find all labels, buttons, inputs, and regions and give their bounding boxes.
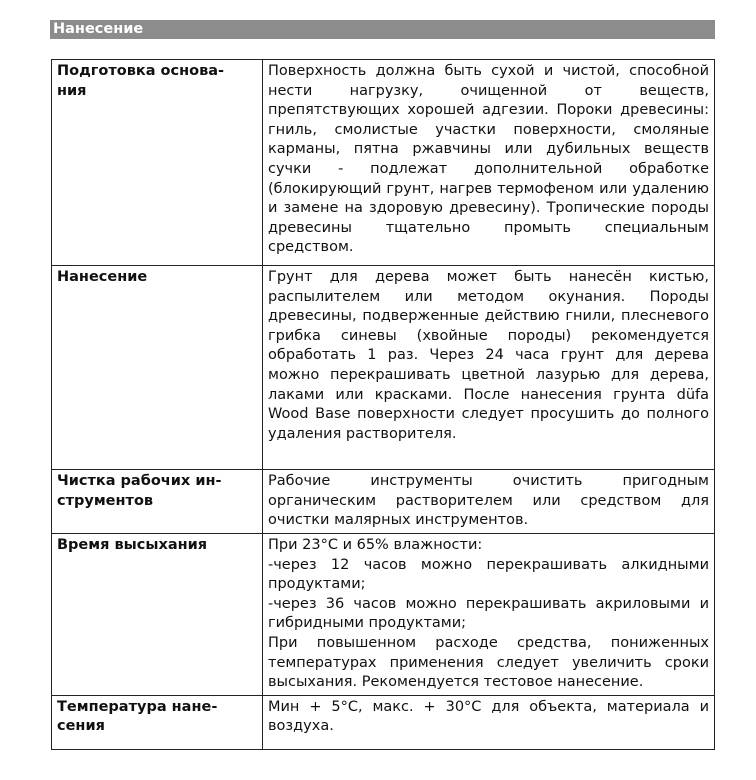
table-row-application	[52, 266, 715, 470]
row-label-surface-preparation: Подготовка основа- ния	[52, 60, 263, 266]
table-row-tool-cleaning	[52, 470, 715, 534]
row-label-drying-time: Время высыхания	[52, 534, 263, 696]
row-text-application: Грунт для дерева может быть нанесён кистью, распылителем или методом окунания. Породы древесины, подверженные действию гнили, плесневого грибка синевы (хвойные породы) рекомендуется обработать 1 раз. Через 24 часа грунт для дерева можно перекрашивать цветной лазурью для дерева, лаками или красками. После нанесения грунта düfa Wood Base поверхности следует просушить до полного удаления растворителя.	[263, 266, 715, 470]
table-row-application-temperature	[52, 695, 715, 749]
row-label-application-temperature: Температура нане- сения	[52, 695, 263, 749]
table-row-drying-time	[52, 534, 715, 696]
row-text-surface-preparation: Поверхность должна быть сухой и чистой, способной нести нагрузку, очищенной от веществ, препятствующих хорошей адгезии. Пороки древесины: гниль, смолистые участки поверхности, смоляные карманы, пятна ржавчины или дубильных веществ сучки - подлежат дополнительной обработке (блокирующий грунт, нагрев термофеном или удалению и замене на здоровую древесину). Тропические породы древесины тщательно промыть специальным средством.	[263, 60, 715, 266]
row-text-application-temperature: Мин + 5°C, макс. + 30°C для объекта, материала и воздуха.	[263, 695, 715, 749]
row-label-application: Нанесение	[52, 266, 263, 470]
row-text-tool-cleaning: Рабочие инструменты очистить пригодным органическим растворителем или средством для очистки малярных инструментов.	[263, 470, 715, 534]
application-spec-table	[51, 59, 715, 750]
row-label-tool-cleaning: Чистка рабочих ин- струментов	[52, 470, 263, 534]
table-row-surface-preparation	[52, 60, 715, 266]
section-title: Нанесение	[50, 20, 715, 39]
row-text-drying-time: При 23°C и 65% влажности: -через 12 часов можно перекрашивать алкидными продуктами; -через 36 часов можно перекрашивать акриловыми и гибридными продуктами; При повышенном расходе средства, пониженных температурах применения следует увеличить сроки высыхания. Рекомендуется тестовое нанесение.	[263, 534, 715, 696]
